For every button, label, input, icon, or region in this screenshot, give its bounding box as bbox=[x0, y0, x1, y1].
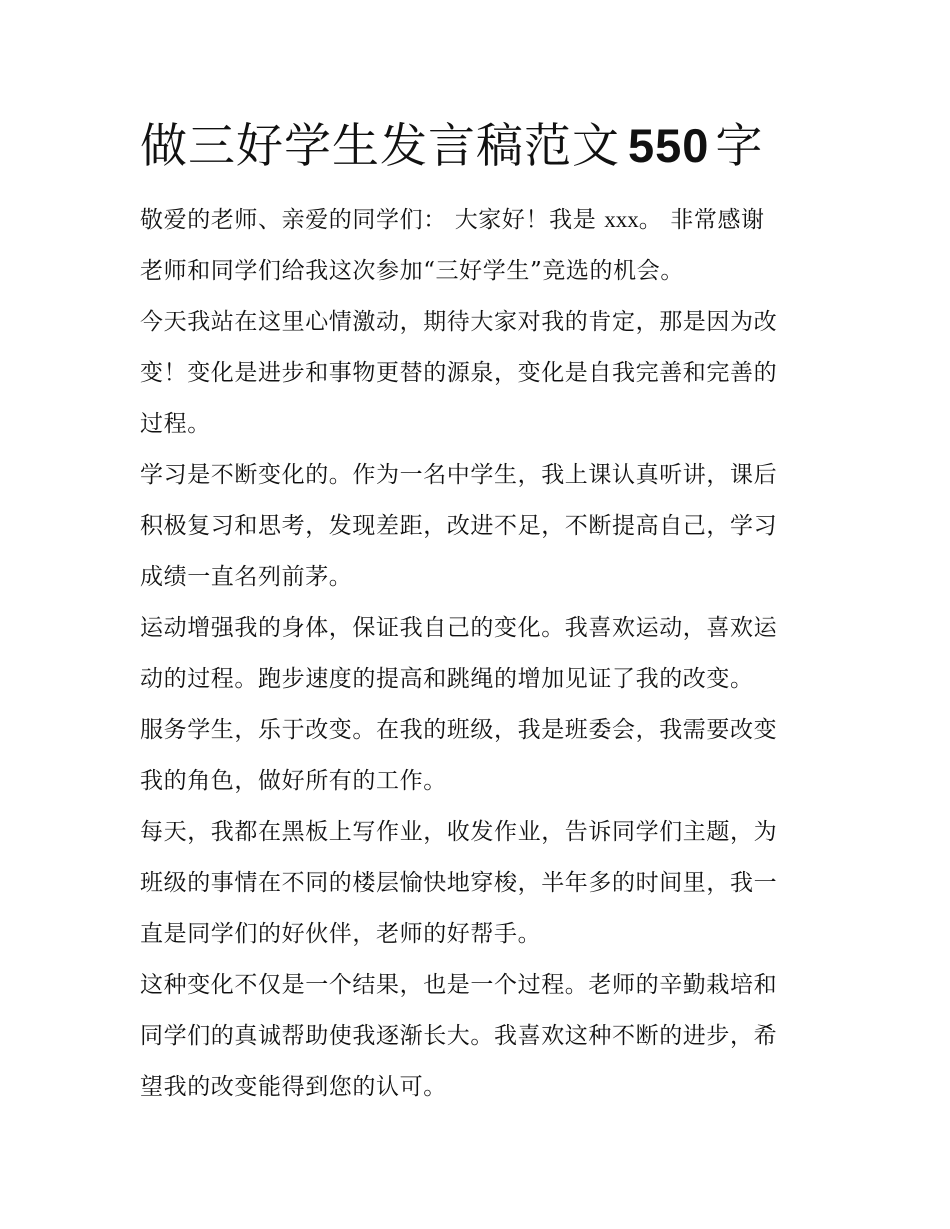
paragraph-line: 同学们的真诚帮助使我逐渐长大。我喜欢这种不断的进步，希 bbox=[140, 1023, 778, 1049]
paragraph-introduction bbox=[140, 297, 812, 450]
paragraph-line: 服务学生，乐于改变。在我的班级，我是班委会，我需要改变 bbox=[140, 717, 778, 743]
paragraph-line: 今天我站在这里心情激动，期待大家对我的肯定，那是因为改 bbox=[140, 309, 778, 335]
paragraph-line: 运动增强我的身体，保证我自己的变化。我喜欢运动，喜欢运 bbox=[140, 615, 778, 641]
paragraph-sports bbox=[140, 603, 812, 705]
paragraph-service bbox=[140, 705, 812, 807]
paragraph-line: 动的过程。跑步速度的提高和跳绳的增加见证了我的改变。 bbox=[140, 666, 754, 692]
paragraph-line: 老师和同学们给我这次参加“三好学生”竞选的机会。 bbox=[140, 258, 684, 284]
paragraph-greeting bbox=[140, 194, 812, 297]
paragraph-conclusion bbox=[140, 960, 812, 1113]
paragraph-line: 每天，我都在黑板上写作业，收发作业，告诉同学们主题，为 bbox=[140, 819, 778, 845]
speaker-name-placeholder: xxx bbox=[604, 207, 639, 232]
paragraph-study bbox=[140, 450, 812, 603]
title-text: 做三好学生发言稿范文 bbox=[140, 119, 620, 174]
paragraph-line bbox=[140, 194, 812, 246]
paragraph-line: 班级的事情在不同的楼层愉快地穿梭，半年多的时间里，我一 bbox=[140, 870, 778, 896]
document-title bbox=[140, 113, 812, 180]
paragraph-line: 直是同学们的好伙伴，老师的好帮手。 bbox=[140, 921, 542, 947]
paragraph-line: 积极复习和思考，发现差距，改进不足，不断提高自己，学习 bbox=[140, 513, 778, 539]
paragraph-line: 我的角色，做好所有的工作。 bbox=[140, 768, 447, 794]
paragraph-line: 这种变化不仅是一个结果，也是一个过程。老师的辛勤栽培和 bbox=[140, 972, 778, 998]
paragraph-line: 学习是不断变化的。作为一名中学生，我上课认真听讲，课后 bbox=[140, 462, 778, 488]
title-suffix: 字 bbox=[715, 119, 764, 174]
document-body bbox=[140, 113, 812, 1113]
title-number: 550 bbox=[628, 119, 710, 172]
paragraph-line: 望我的改变能得到您的认可。 bbox=[140, 1074, 447, 1100]
paragraph-line: 成绩一直名列前茅。 bbox=[140, 564, 353, 590]
paragraph-daily-duties bbox=[140, 807, 812, 960]
line-text: 。 非常感谢 bbox=[638, 207, 765, 233]
paragraph-line: 变！变化是进步和事物更替的源泉，变化是自我完善和完善的 bbox=[140, 360, 778, 386]
paragraph-line: 过程。 bbox=[140, 411, 211, 437]
line-text: 敬爱的老师、亲爱的同学们： 大家好！我是 bbox=[140, 207, 605, 233]
